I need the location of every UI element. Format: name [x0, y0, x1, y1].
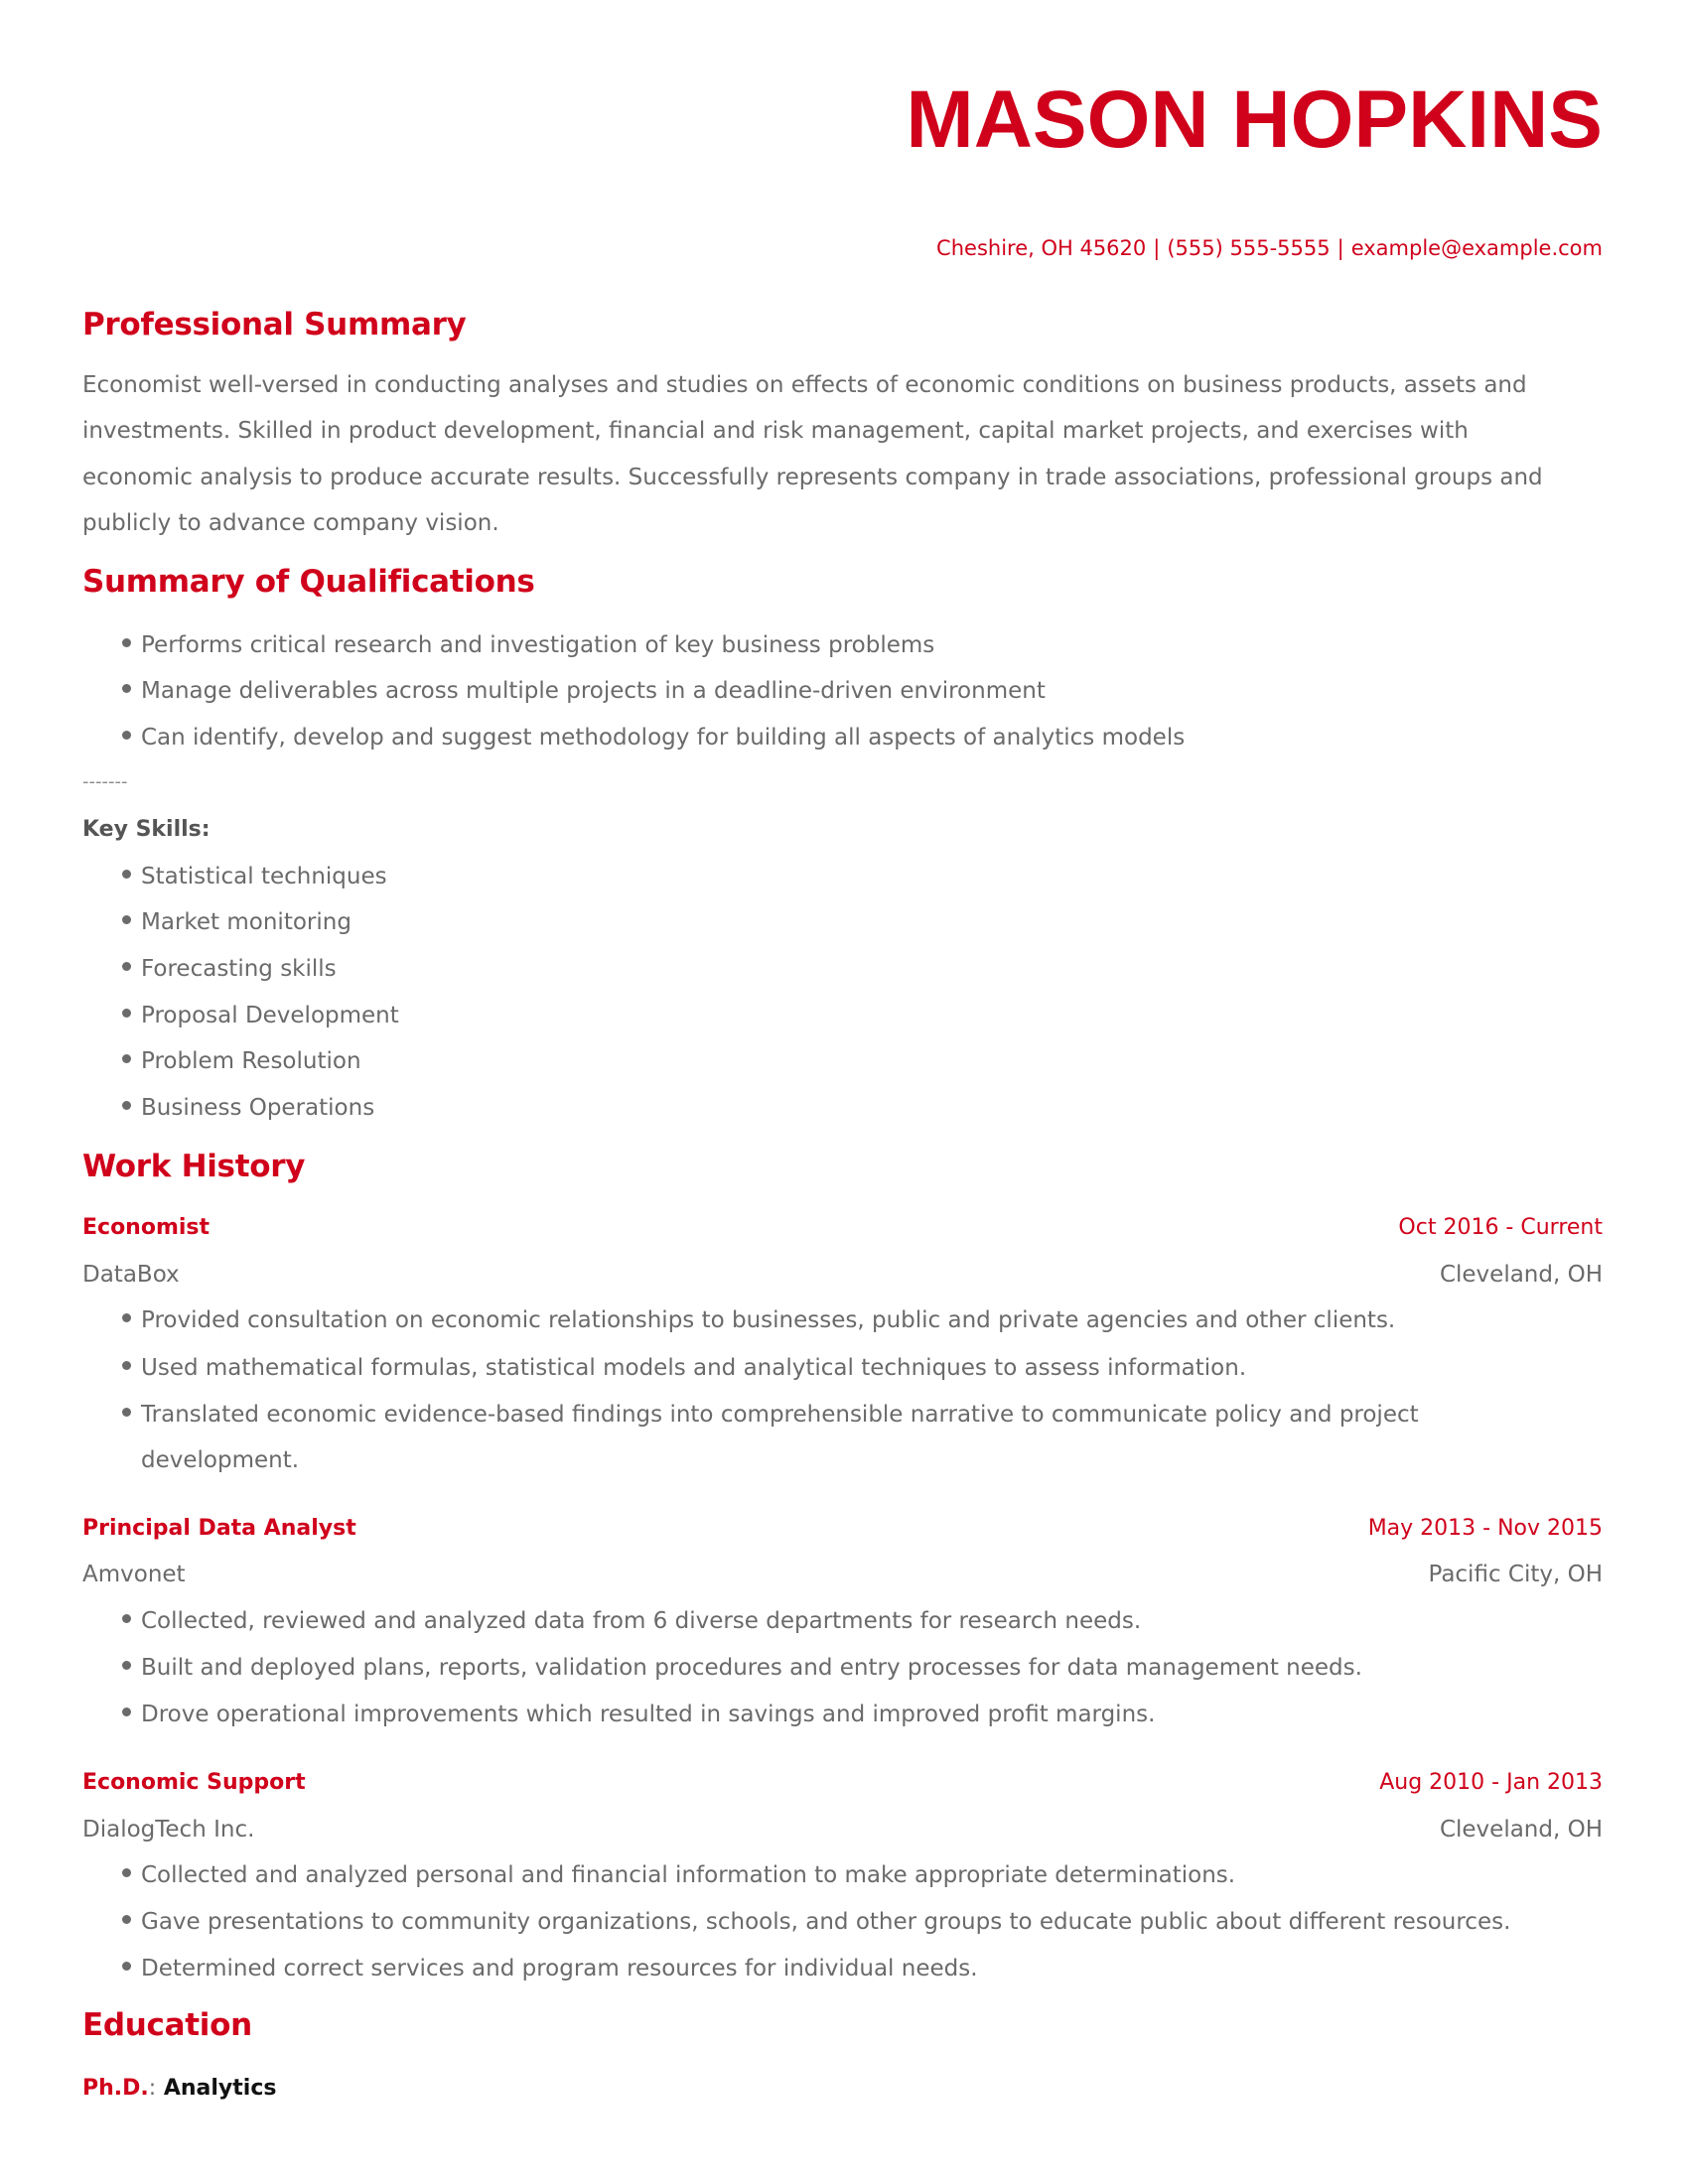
bullet-icon	[122, 1614, 131, 1623]
bullet-icon	[122, 1054, 131, 1063]
bullet-icon	[122, 1361, 131, 1370]
job-bullet-text: Gave presentations to community organizations, schools, and other groups to educate public about different resources.	[141, 1909, 1511, 1935]
skill-text: Proposal Development	[141, 1003, 399, 1028]
job-location: Pacific City, OH	[1428, 1562, 1603, 1587]
qualification-text: Performs critical research and investigation of key business problems	[141, 632, 935, 658]
qualification-item	[122, 727, 1185, 750]
job-bullet-text: Provided consultation on economic relationships to businesses, public and private agencies and other clients.	[141, 1307, 1396, 1333]
skill-item	[122, 1005, 399, 1027]
job-bullet	[122, 1610, 1141, 1633]
job-bullet-text: Translated economic evidence-based findings into comprehensible narrative to communicate policy and project	[141, 1402, 1419, 1428]
bullet-icon	[122, 1962, 131, 1971]
job-bullet-text: Built and deployed plans, reports, validation procedures and entry processes for data management needs.	[141, 1655, 1362, 1681]
skill-text: Problem Resolution	[141, 1048, 361, 1074]
section-heading-work-history: Work History	[82, 1149, 306, 1184]
job-title: Economist	[82, 1215, 211, 1240]
skill-item	[122, 866, 387, 888]
contact-line	[936, 238, 1603, 259]
contact-address: Cheshire, OH 45620	[936, 236, 1147, 260]
qualification-text: Can identify, develop and suggest methodology for building all aspects of analytics models	[141, 725, 1186, 751]
summary-line: investments. Skilled in product development, financial and risk management, capital market projects, and exercises with	[82, 418, 1469, 444]
job-bullet-text: Determined correct services and program resources for individual needs.	[141, 1956, 978, 1981]
job-location: Cleveland, OH	[1439, 1817, 1603, 1843]
job-bullet-text: Collected, reviewed and analyzed data from 6 diverse departments for research needs.	[141, 1608, 1142, 1634]
education-degree: Ph.D.	[82, 2076, 149, 2101]
job-bullet	[122, 1911, 1510, 1934]
job-bullet	[122, 1864, 1235, 1887]
summary-line: publicly to advance company vision.	[82, 510, 499, 536]
contact-email[interactable]: example@example.com	[1350, 236, 1603, 260]
skill-item	[122, 1050, 361, 1073]
bullet-icon	[122, 1707, 131, 1716]
job-bullet-text: Used mathematical formulas, statistical models and analytical techniques to assess information.	[141, 1355, 1247, 1381]
bullet-icon	[122, 1009, 131, 1018]
bullet-icon	[122, 870, 131, 879]
job-dates: Aug 2010 - Jan 2013	[1379, 1770, 1603, 1795]
qualification-text: Manage deliverables across multiple projects in a deadline-driven environment	[141, 678, 1046, 704]
skill-text: Forecasting skills	[141, 956, 337, 982]
bullet-icon	[122, 684, 131, 693]
job-bullet-text: Drove operational improvements which resulted in savings and improved profit margins.	[141, 1702, 1156, 1727]
job-location: Cleveland, OH	[1439, 1262, 1603, 1288]
bullet-icon	[122, 1408, 131, 1417]
summary-line: Economist well-versed in conducting analyses and studies on effects of economic conditions on business products, assets and	[82, 372, 1527, 398]
bullet-icon	[122, 962, 131, 971]
divider-text: -------	[82, 771, 128, 792]
job-title: Economic Support	[82, 1770, 306, 1795]
skill-text: Statistical techniques	[141, 864, 387, 889]
section-heading-qualifications: Summary of Qualifications	[82, 564, 535, 600]
job-bullet	[122, 1958, 978, 1980]
section-heading-education: Education	[82, 2007, 252, 2043]
skill-item	[122, 1097, 374, 1120]
contact-phone: (555) 555-5555	[1167, 236, 1331, 260]
job-title: Principal Data Analyst	[82, 1516, 356, 1541]
job-bullet-continuation	[122, 1449, 299, 1472]
skill-item	[122, 911, 352, 934]
job-bullet	[122, 1309, 1395, 1332]
bullet-icon	[122, 1868, 131, 1877]
skill-item	[122, 958, 337, 981]
skill-text: Business Operations	[141, 1095, 375, 1121]
job-bullet-text: development.	[141, 1447, 300, 1473]
bullet-icon	[122, 1661, 131, 1670]
education-field: Analytics	[163, 2076, 277, 2101]
job-bullet	[122, 1657, 1362, 1680]
job-dates: May 2013 - Nov 2015	[1367, 1516, 1603, 1541]
education-colon: :	[148, 2076, 157, 2101]
education-entry	[82, 2078, 276, 2100]
job-company: Amvonet	[82, 1562, 186, 1587]
job-bullet-text: Collected and analyzed personal and financial information to make appropriate determinations.	[141, 1862, 1236, 1888]
summary-line: economic analysis to produce accurate results. Successfully represents company in trade associations, professional groups and	[82, 465, 1543, 490]
contact-separator: |	[1336, 236, 1344, 260]
job-bullet	[122, 1704, 1155, 1726]
bullet-icon	[122, 638, 131, 647]
bullet-icon	[122, 915, 131, 924]
bullet-icon	[122, 1915, 131, 1924]
job-bullet	[122, 1357, 1246, 1380]
job-company: DialogTech Inc.	[82, 1817, 255, 1843]
bullet-icon	[122, 1101, 131, 1110]
job-bullet	[122, 1404, 1419, 1427]
bullet-icon	[122, 731, 131, 740]
contact-separator: |	[1153, 236, 1161, 260]
skill-text: Market monitoring	[141, 909, 352, 935]
qualification-item	[122, 680, 1046, 703]
bullet-icon	[122, 1313, 131, 1322]
job-company: DataBox	[82, 1262, 180, 1288]
section-heading-professional-summary: Professional Summary	[82, 307, 467, 342]
job-dates: Oct 2016 - Current	[1398, 1215, 1603, 1240]
key-skills-label: Key Skills:	[82, 817, 211, 842]
candidate-name: MASON HOPKINS	[906, 74, 1603, 165]
qualification-item	[122, 634, 934, 657]
